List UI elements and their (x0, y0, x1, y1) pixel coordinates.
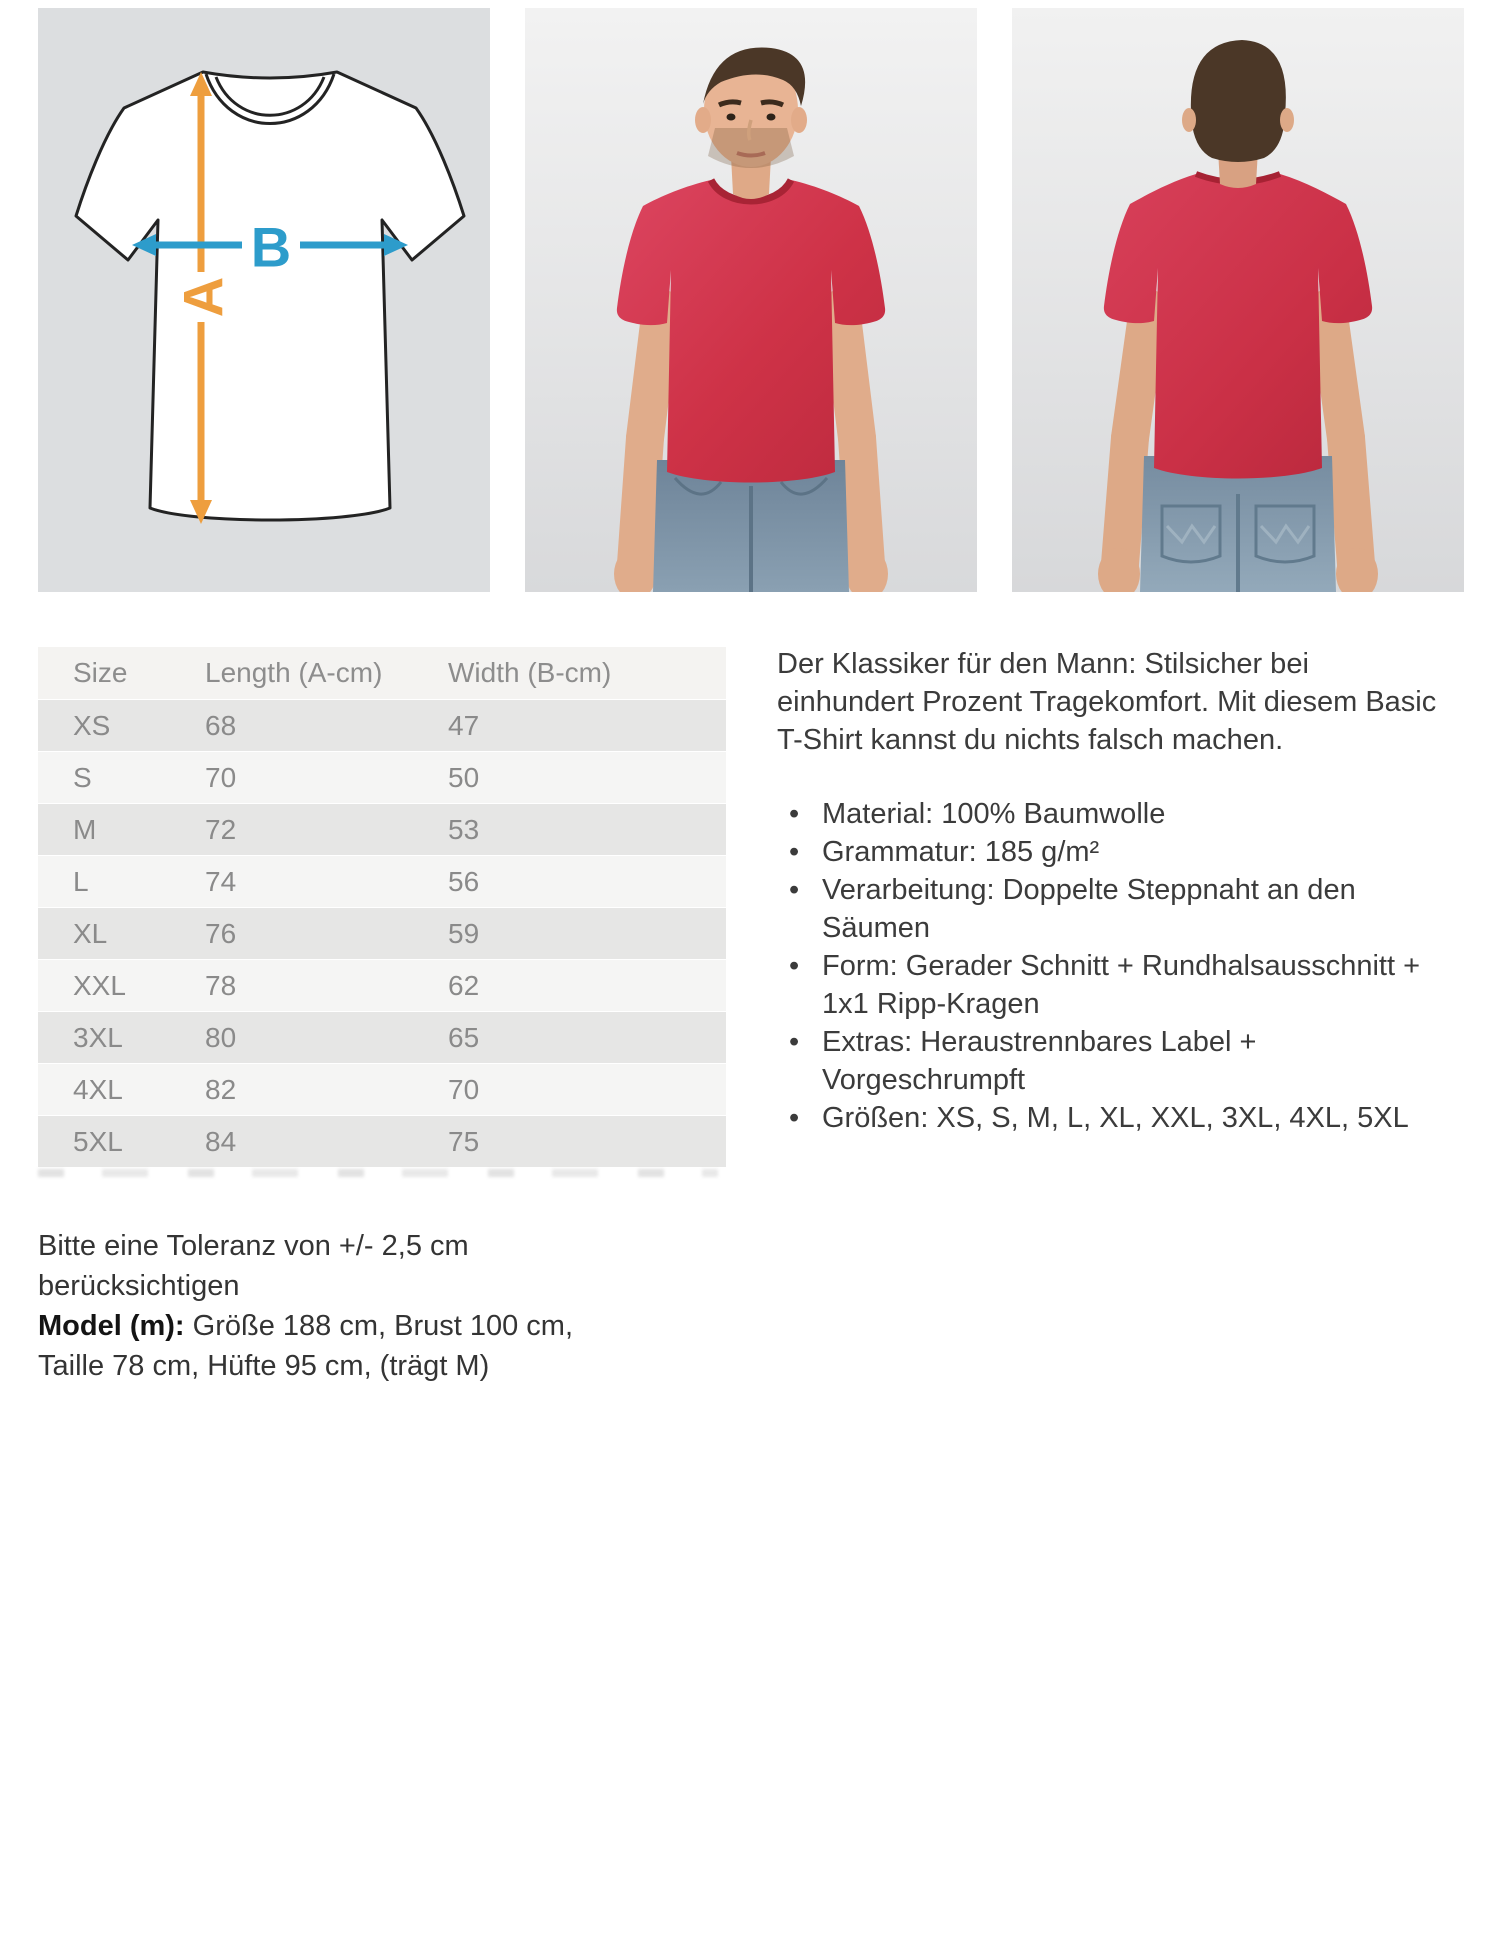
model-back-photo[interactable] (1012, 8, 1464, 592)
width-cell: 56 (448, 865, 480, 897)
model-front-photo[interactable] (525, 8, 977, 592)
model-back-illustration (1012, 8, 1464, 592)
size-cell: XS (73, 709, 111, 741)
width-cell: 47 (448, 709, 480, 741)
size-table (38, 647, 726, 1167)
tolerance-note: Bitte eine Toleranz von +/- 2,5 cm berücksichtigen (38, 1230, 469, 1302)
size-cell: 3XL (73, 1021, 123, 1053)
tshirt-measurement-diagram (38, 8, 490, 592)
col-header-size: Size (73, 657, 128, 688)
length-cell: 82 (205, 1073, 237, 1105)
width-cell: 50 (448, 761, 480, 793)
table-row (38, 959, 726, 1011)
size-cell: 4XL (73, 1073, 123, 1105)
model-details: Größe 188 cm, Brust 100 cm, Taille 78 cm, Hüfte 95 cm, (trägt M) (38, 1310, 574, 1382)
tolerance-note-block (38, 1226, 623, 1386)
length-cell: 72 (205, 813, 237, 845)
beard-stubble (708, 128, 794, 168)
cropped-row-artifact (38, 1169, 718, 1177)
width-cell: 70 (448, 1073, 480, 1105)
description-intro: Der Klassiker für den Mann: Stilsicher bei einhundert Prozent Tragekomfort. Mit diesem Basic T-Shirt kannst du nichts falsch machen. (777, 648, 1437, 756)
feature-list (777, 795, 1445, 1137)
table-row (38, 1115, 726, 1167)
table-row (38, 1063, 726, 1115)
feature-item-extras: • Extras: Heraustrennbares Label + Vorgeschrumpft (777, 1023, 1445, 1099)
width-label: B (250, 215, 292, 279)
table-row (38, 907, 726, 959)
feature-item-material: • Material: 100% Baumwolle (777, 795, 1445, 833)
size-diagram-image[interactable] (38, 8, 490, 592)
width-cell: 53 (448, 813, 480, 845)
model-label: Model (m): (38, 1310, 185, 1342)
table-row (38, 1011, 726, 1063)
col-header-length: Length (A-cm) (205, 657, 383, 688)
hair-back (1191, 40, 1286, 162)
right-ear (1280, 108, 1294, 132)
table-row (38, 803, 726, 855)
length-label: A (171, 276, 235, 318)
length-cell: 80 (205, 1021, 237, 1053)
left-ear (695, 107, 711, 133)
col-header-width: Width (B-cm) (448, 657, 612, 688)
size-cell: L (73, 865, 89, 897)
size-cell: M (73, 813, 97, 845)
size-cell: XXL (73, 969, 126, 1001)
left-ear (1182, 108, 1196, 132)
table-row (38, 855, 726, 907)
feature-item-form: • Form: Gerader Schnitt + Rundhalsausschnitt + 1x1 Ripp-Kragen (777, 947, 1445, 1023)
feature-item-grammatur: • Grammatur: 185 g/m² (777, 833, 1445, 871)
model-front-illustration (525, 8, 977, 592)
tshirt-outline (76, 72, 464, 520)
size-cell: S (73, 761, 92, 793)
length-cell: 68 (205, 709, 237, 741)
product-description (777, 645, 1445, 1137)
length-cell: 70 (205, 761, 237, 793)
table-header-row (38, 647, 726, 699)
width-cell: 65 (448, 1021, 480, 1053)
size-cell: 5XL (73, 1125, 123, 1157)
feature-item-verarbeitung: • Verarbeitung: Doppelte Steppnaht an den Säumen (777, 871, 1445, 947)
table-row (38, 699, 726, 751)
right-ear (791, 107, 807, 133)
table-row (38, 751, 726, 803)
length-cell: 78 (205, 969, 237, 1001)
width-cell: 59 (448, 917, 480, 949)
width-cell: 75 (448, 1125, 480, 1157)
length-cell: 74 (205, 865, 237, 897)
length-cell: 76 (205, 917, 237, 949)
length-cell: 84 (205, 1125, 237, 1157)
width-cell: 62 (448, 969, 480, 1001)
feature-item-groessen: • Größen: XS, S, M, L, XL, XXL, 3XL, 4XL, 5XL (777, 1099, 1445, 1137)
size-cell: XL (73, 917, 108, 949)
